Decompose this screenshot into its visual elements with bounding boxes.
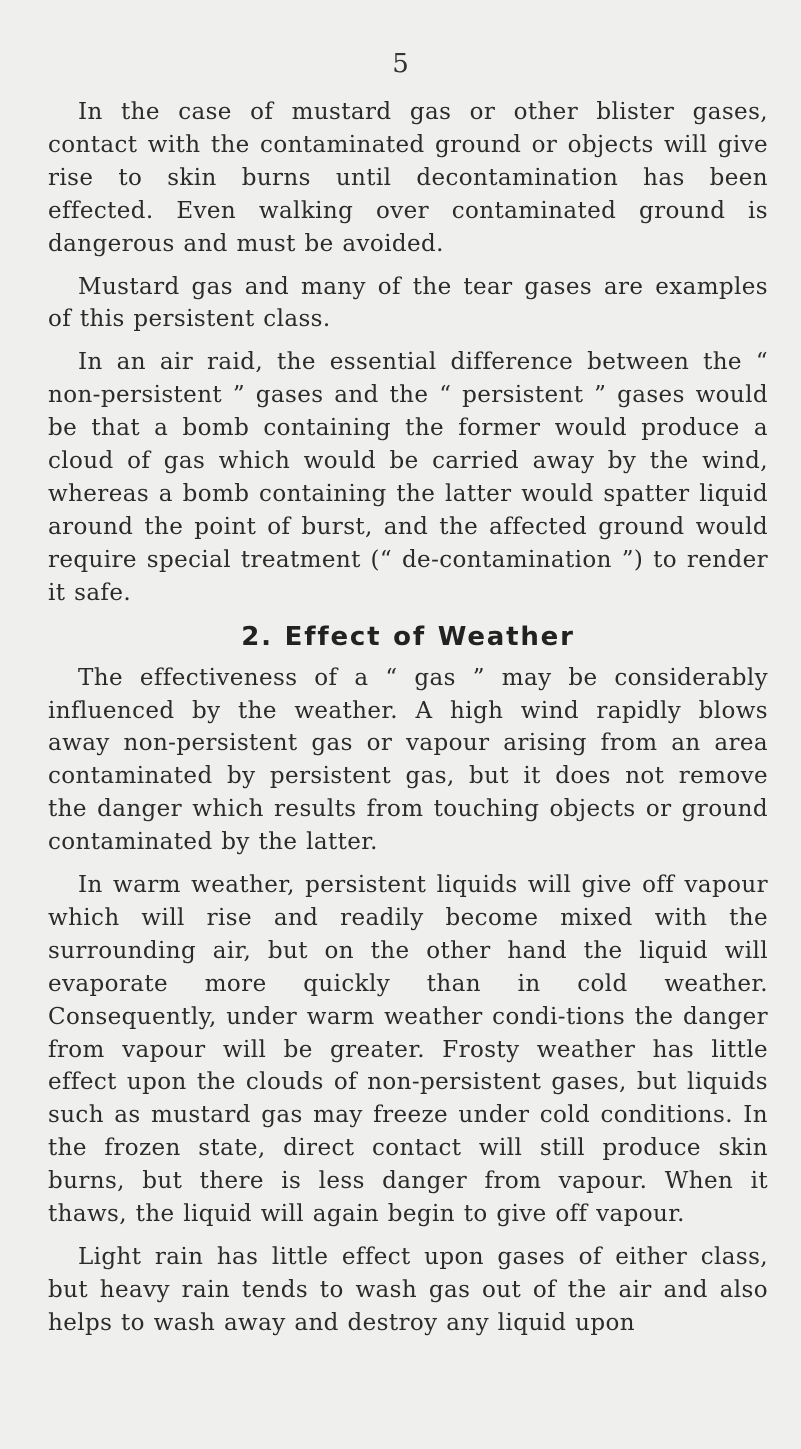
- section-heading: 2. Effect of Weather: [241, 621, 575, 652]
- body-text: [48, 96, 768, 1350]
- paragraph-warm-weather: In warm weather, persistent liquids will give off vapour which will rise and readily become mixed with the surrounding air, but on the other hand the liquid will evaporate more quickly than in cold weather. Consequently, under warm weather condi-tions the danger from vapour will be greater. Frosty weather has little effect upon the clouds of non-persistent gases, but liquids such as mustard gas may freeze under cold conditions. In the frozen state, direct contact will still produce skin burns, but there is less danger from vapour. When it thaws, the liquid will again begin to give off vapour.: [48, 872, 768, 1228]
- paragraph-blister-gases: In the case of mustard gas or other blister gases, contact with the contaminated ground or objects will give rise to skin burns until decontamination has been effected. Even walking over contaminated ground is dangerous and must be avoided.: [48, 99, 768, 257]
- paragraph-gas-effectiveness: The effectiveness of a “ gas ” may be considerably influenced by the weather. A high wind rapidly blows away non-persistent gas or vapour arising from an area contaminated by persistent gas, but it does not remove the danger which results from touching objects or ground contaminated by the latter.: [48, 664, 768, 856]
- paragraph-rain: Light rain has little effect upon gases of either class, but heavy rain tends to wash gas out of the air and also helps to wash away and destroy any liquid upon: [48, 1244, 768, 1336]
- paragraph-persistent-class: Mustard gas and many of the tear gases are examples of this persistent class.: [48, 273, 768, 333]
- page-number: 5: [392, 49, 409, 79]
- paragraph-air-raid: In an air raid, the essential difference between the “ non-persistent ” gases and the “ persistent ” gases would be that a bomb containing the former would produce a cloud of gas which would be carried away by the wind, whereas a bomb containing the latter would spatter liquid around the point of burst, and the affected ground would require special treatment (“ de-contamination ”) to render it safe.: [48, 349, 768, 606]
